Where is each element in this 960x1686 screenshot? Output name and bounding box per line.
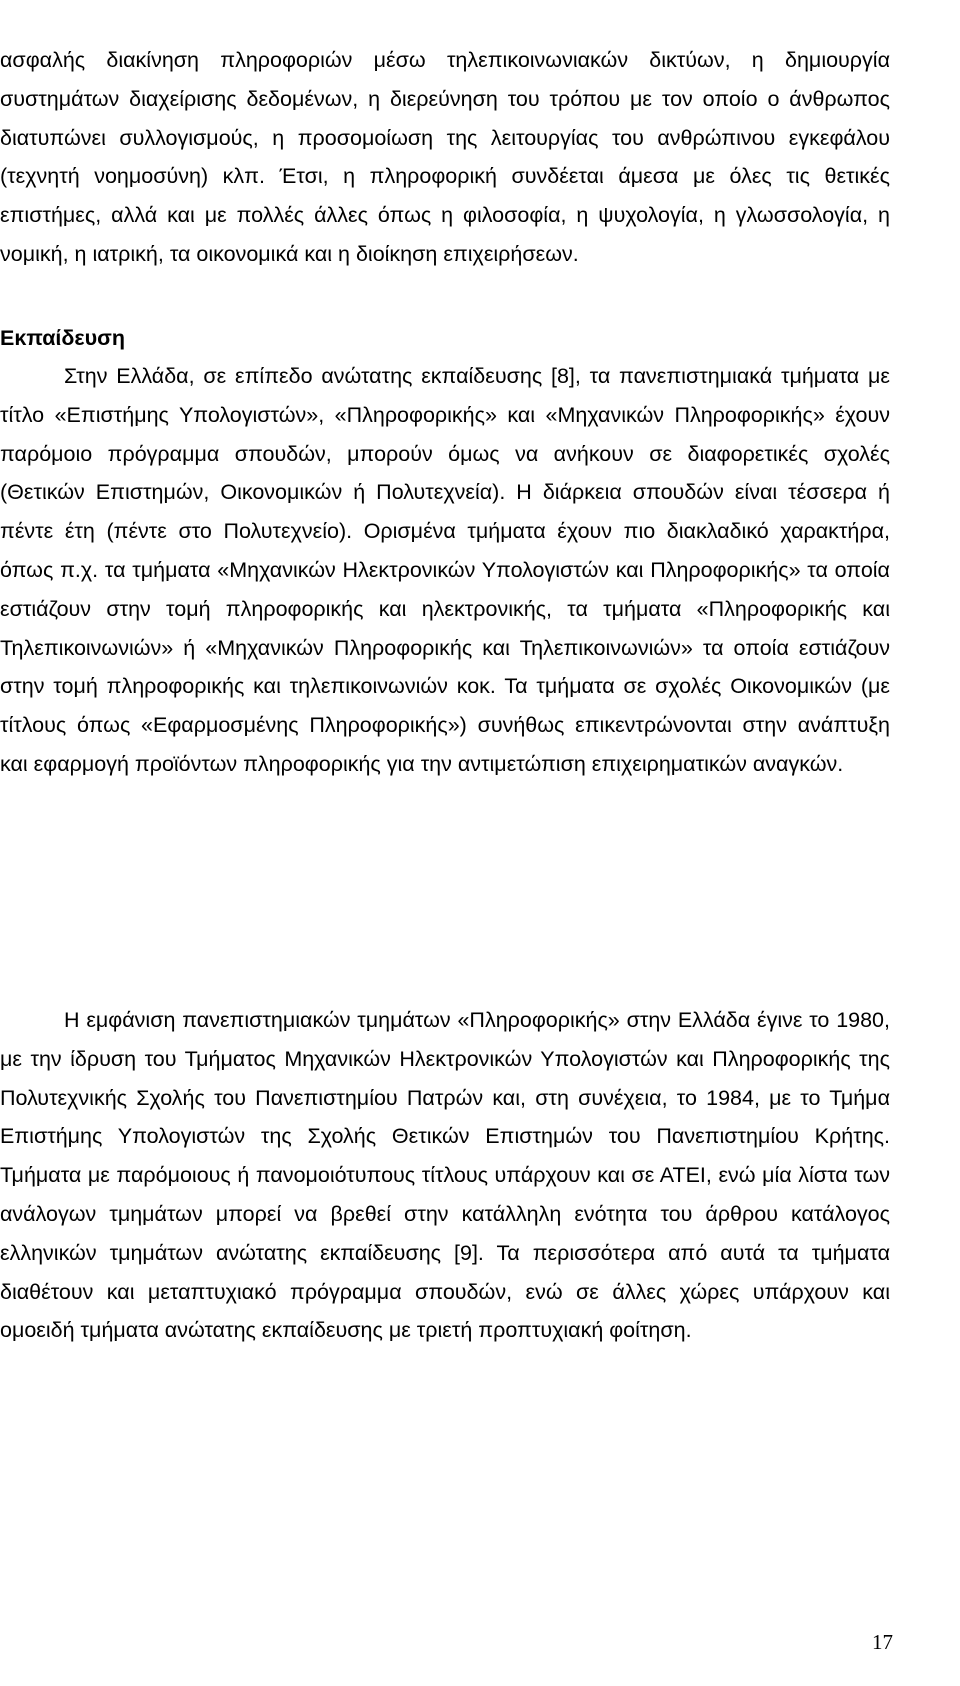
page-number: 17 xyxy=(872,1630,893,1654)
body-paragraph: Στην Ελλάδα, σε επίπεδο ανώτατης εκπαίδευσης [8], τα πανεπιστημιακά τμήματα με τίτλο «Επιστήμης Υπολογιστών», «Πληροφορικής» και «Μηχανικών Πληροφορικής» έχουν παρόμοιο πρόγραμμα σπουδών, μπορούν όμως να ανήκουν σε διαφορετικές σχολές (Θετικών Επιστημών, Οικονομικών ή Πολυτεχνεία). Η διάρκεια σπουδών είναι τέσσερα ή πέντε έτη (πέντε στο Πολυτεχνείο). Ορισμένα τμήματα έχουν πιο διακλαδικό χαρακτήρα, όπως π.χ. τα τμήματα «Μηχανικών Ηλεκτρονικών Υπολογιστών και Πληροφορικής» τα οποία εστιάζουν στην τομή πληροφορικής και ηλεκτρονικής, τα τμήματα «Πληροφορικής και Τηλεπικοινωνιών» ή «Μηχανικών Πληροφορικής και Τηλεπικοινωνιών» τα οποία εστιάζουν στην τομή πληροφορικής και τηλεπικοινωνιών κοκ. Τα τμήματα σε σχολές Οικονομικών (με τίτλους όπως «Εφαρμοσμένης Πληροφορικής») συνήθως επικεντρώνονται στην ανάπτυξη και εφαρμογή προϊόντων πληροφορικής για την αντιμετώπιση επιχειρηματικών αναγκών. xyxy=(0,364,890,776)
section-heading: Εκπαίδευση xyxy=(0,326,125,350)
intro-paragraph: ασφαλής διακίνηση πληροφοριών μέσω τηλεπικοινωνιακών δικτύων, η δημιουργία συστημάτων διαχείρισης δεδομένων, η διερεύνηση του τρόπου με τον οποίο ο άνθρωπος διατυπώνει συλλογισμούς, η προσομοίωση της λειτουργίας του ανθρώπινου εγκεφάλου (τεχνητή νοημοσύνη) κλπ. Έτσι, η πληροφορική συνδέεται άμεσα με όλες τις θετικές επιστήμες, αλλά και με πολλές άλλες όπως η φιλοσοφία, η ψυχολογία, η γλωσσολογία, η νομική, η ιατρική, τα οικονομικά και η διοίκηση επιχειρήσεων. xyxy=(0,48,890,266)
body-paragraph: Η εμφάνιση πανεπιστημιακών τμημάτων «Πληροφορικής» στην Ελλάδα έγινε το 1980, με την ίδρυση του Τμήματος Μηχανικών Ηλεκτρονικών Υπολογιστών και Πληροφορικής της Πολυτεχνικής Σχολής του Πανεπιστημίου Πατρών και, στη συνέχεια, το 1984, με το Τμήμα Επιστήμης Υπολογιστών της Σχολής Θετικών Επιστημών του Πανεπιστημίου Κρήτης. Τμήματα με παρόμοιους ή πανομοιότυπους τίτλους υπάρχουν και σε ΑΤΕΙ, ενώ μία λίστα των ανάλογων τμημάτων μπορεί να βρεθεί στην κατάλληλη ενότητα του άρθρου κατάλογος ελληνικών τμημάτων ανώτατης εκπαίδευσης [9]. Τα περισσότερα από αυτά τα τμήματα διαθέτουν και μεταπτυχιακό πρόγραμμα σπουδών, ενώ σε άλλες χώρες υπάρχουν και ομοειδή τμήματα ανώτατης εκπαίδευσης με τριετή προπτυχιακή φοίτηση. xyxy=(0,1008,890,1343)
